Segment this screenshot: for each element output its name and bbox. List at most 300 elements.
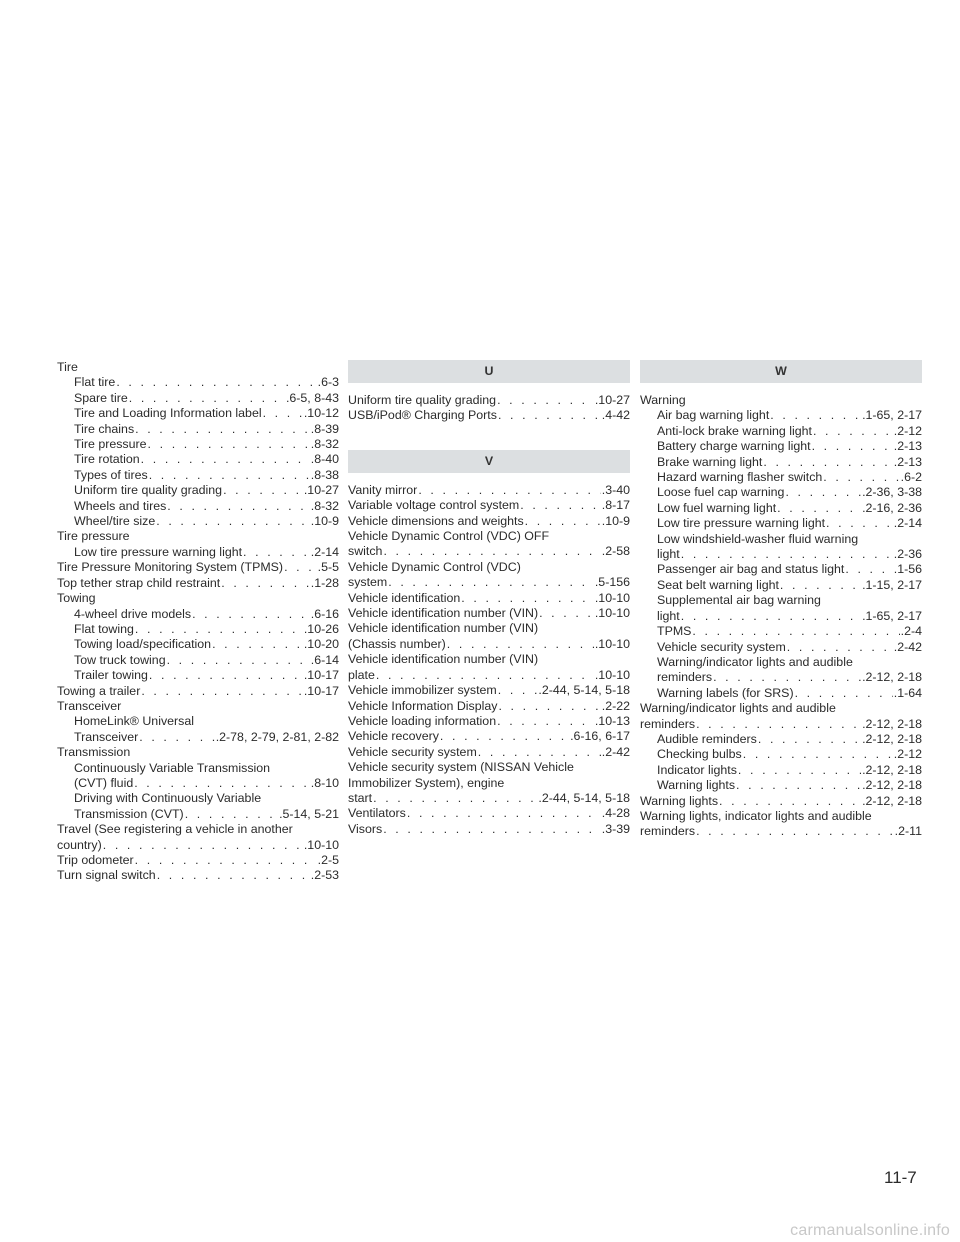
dot-leader xyxy=(696,824,894,839)
entry-page-ref: .2-16, 2-36 xyxy=(862,500,922,515)
entry-term: Tire Pressure Monitoring System (TPMS) xyxy=(57,560,284,575)
index-heading-line: Tire xyxy=(57,360,78,374)
index-entry xyxy=(348,806,630,821)
dot-leader xyxy=(373,791,537,806)
dot-leader xyxy=(376,668,594,683)
dot-leader xyxy=(461,591,594,606)
entry-page-ref: .10-10 xyxy=(303,837,339,852)
entry-term: Trip odometer xyxy=(57,853,134,867)
entry-page-ref: .10-13 xyxy=(594,713,630,728)
entry-page-ref: .5-14, 5-21 xyxy=(279,806,339,821)
index-heading-line: Continuously Variable Transmission xyxy=(74,760,271,775)
entry-term: USB/iPod® Charging Ports xyxy=(348,408,497,423)
index-entry xyxy=(57,468,339,483)
index-entry xyxy=(640,501,922,516)
dot-leader xyxy=(713,670,861,685)
index-heading-line: Transmission xyxy=(57,745,131,760)
dot-leader xyxy=(780,578,861,593)
entry-page-ref: .8-38 xyxy=(310,467,339,482)
entry-term: Types of tires xyxy=(74,467,148,482)
index-entry xyxy=(348,729,630,744)
entry-page-ref: .10-10 xyxy=(594,590,630,605)
dot-leader xyxy=(498,683,538,698)
entry-term: Anti-lock brake warning light xyxy=(657,423,812,438)
dot-leader xyxy=(478,745,601,760)
entry-term: Tire chains xyxy=(74,421,135,436)
index-entry xyxy=(57,545,339,560)
dot-leader xyxy=(823,470,899,485)
dot-leader xyxy=(103,838,303,853)
dot-leader xyxy=(812,439,893,454)
index-entry xyxy=(640,408,922,423)
entry-term: Turn signal switch xyxy=(57,868,156,883)
entry-term: Vehicle security system xyxy=(348,744,477,759)
dot-leader xyxy=(148,437,310,452)
index-heading-line: Vehicle Dynamic Control (VDC) xyxy=(348,559,521,574)
entry-page-ref: .2-44, 5-14, 5-18 xyxy=(538,790,630,805)
index-entry xyxy=(57,637,339,652)
dot-leader xyxy=(785,485,861,500)
entry-term: start xyxy=(348,790,373,805)
entry-page-ref: .8-39 xyxy=(310,421,339,436)
entry-term: Brake warning light xyxy=(657,454,763,469)
entry-page-ref: .2-42 xyxy=(601,744,630,759)
dot-leader xyxy=(738,763,861,778)
index-heading-line: Low windshield-washer fluid warning xyxy=(657,531,859,546)
index-heading-line: Tire pressure xyxy=(57,529,130,544)
index-entry xyxy=(348,683,630,698)
entry-page-ref: .10-26 xyxy=(303,621,339,636)
dot-leader xyxy=(845,562,892,577)
dot-leader xyxy=(692,624,899,639)
index-entry xyxy=(640,516,922,531)
dot-leader xyxy=(777,501,861,516)
dot-leader xyxy=(135,622,303,637)
index-heading-line: Travel (See registering a vehicle in another xyxy=(57,822,293,837)
entry-page-ref: .8-10 xyxy=(310,775,339,790)
index-entry xyxy=(640,624,922,639)
index-column-1 xyxy=(57,360,339,884)
entry-term: Trailer towing xyxy=(74,668,148,683)
entry-term: reminders xyxy=(657,670,713,685)
entry-page-ref: .10-27 xyxy=(303,483,339,498)
index-entry xyxy=(640,439,922,454)
dot-leader xyxy=(212,637,303,652)
dot-leader xyxy=(497,393,594,408)
dot-leader xyxy=(743,747,893,762)
entry-page-ref: .10-12 xyxy=(303,406,339,421)
index-entry xyxy=(57,776,339,791)
entry-term: Tire pressure xyxy=(74,437,147,452)
entry-term: 4-wheel drive models xyxy=(74,606,192,621)
entry-page-ref: .2-11 xyxy=(894,824,922,839)
dot-leader xyxy=(139,730,214,745)
index-entry xyxy=(640,562,922,577)
index-entry xyxy=(57,375,339,390)
entry-page-ref: .2-42 xyxy=(893,639,922,654)
index-entry xyxy=(348,822,630,837)
index-entry xyxy=(57,437,339,452)
entry-page-ref: .10-17 xyxy=(303,668,339,683)
entry-page-ref: .2-12, 2-18 xyxy=(862,778,922,793)
index-entry xyxy=(348,393,630,408)
index-entry xyxy=(640,778,922,793)
index-entry xyxy=(640,747,922,762)
entry-page-ref: .6-2 xyxy=(900,470,922,485)
entry-page-ref: .2-5 xyxy=(317,853,339,867)
index-heading-line: Warning/indicator lights and audible xyxy=(640,701,836,716)
entry-page-ref: .2-53 xyxy=(310,868,339,883)
entry-page-ref: .2-44, 5-14, 5-18 xyxy=(538,683,630,698)
entry-term: Vehicle Information Display xyxy=(348,698,498,713)
entry-term: Vehicle identification xyxy=(348,590,461,605)
index-entry xyxy=(348,668,630,683)
index-entry xyxy=(348,714,630,729)
dot-leader xyxy=(520,498,600,513)
entry-page-ref: .2-13 xyxy=(893,454,922,469)
entry-term: Air bag warning light xyxy=(657,408,770,423)
dot-leader xyxy=(284,560,317,575)
entry-term: Indicator lights xyxy=(657,762,737,777)
dot-leader xyxy=(167,499,309,514)
entry-page-ref: .2-12, 2-18 xyxy=(862,731,922,746)
dot-leader xyxy=(498,699,600,714)
entry-term: light xyxy=(657,547,680,562)
entry-term: Vehicle dimensions and weights xyxy=(348,513,524,528)
entry-term: Loose fuel cap warning xyxy=(657,485,785,500)
dot-leader xyxy=(719,794,861,809)
index-entry xyxy=(640,485,922,500)
entry-page-ref: .2-12 xyxy=(893,423,922,438)
index-entry xyxy=(57,730,339,745)
entry-page-ref: .5-5 xyxy=(317,560,339,575)
index-entry xyxy=(348,408,630,423)
index-entry xyxy=(640,455,922,470)
entry-page-ref: .8-32 xyxy=(310,498,339,513)
entry-page-ref: .10-9 xyxy=(601,513,630,528)
dot-leader xyxy=(221,576,310,591)
dot-leader xyxy=(135,853,317,868)
entry-page-ref: .4-42 xyxy=(601,408,630,423)
index-entry xyxy=(640,547,922,562)
entry-term: reminders xyxy=(640,824,696,839)
index-heading-line: Vehicle identification number (VIN) xyxy=(348,652,539,667)
entry-term: Seat belt warning light xyxy=(657,577,779,592)
entry-page-ref: .2-12, 2-18 xyxy=(862,716,922,731)
entry-term: Flat tire xyxy=(74,375,116,390)
dot-leader xyxy=(185,807,278,822)
index-entry xyxy=(348,637,630,652)
entry-term: Visors xyxy=(348,821,383,836)
dot-leader xyxy=(440,729,569,744)
index-entry xyxy=(640,640,922,655)
entry-term: Vehicle identification number (VIN) xyxy=(348,606,539,621)
entry-term: Tow truck towing xyxy=(74,652,166,667)
entry-term: Passenger air bag and status light xyxy=(657,562,845,577)
entry-term: plate xyxy=(348,667,375,682)
entry-page-ref: .2-12, 2-18 xyxy=(862,793,922,808)
entry-page-ref: .2-58 xyxy=(601,544,630,559)
dot-leader xyxy=(149,668,303,683)
index-entry xyxy=(348,544,630,559)
entry-term: Battery charge warning light xyxy=(657,439,811,454)
dot-leader xyxy=(167,653,310,668)
entry-term: Ventilators xyxy=(348,806,406,821)
entry-term: Uniform tire quality grading xyxy=(348,393,497,407)
entry-term: Flat towing xyxy=(74,621,134,636)
heading-gap xyxy=(640,383,922,393)
entry-page-ref: .2-4 xyxy=(900,624,922,639)
watermark-link[interactable]: carmanualsonline.info xyxy=(790,1222,950,1239)
entry-term: Transceiver xyxy=(74,729,139,744)
dot-leader xyxy=(681,547,893,562)
entry-term: Wheel/tire size xyxy=(74,514,156,529)
dot-leader xyxy=(383,822,601,837)
index-entry xyxy=(57,514,339,529)
dot-leader xyxy=(407,806,601,821)
index-heading-line: Vehicle security system (NISSAN Vehicle xyxy=(348,760,574,775)
entry-term: Towing a trailer xyxy=(57,683,141,698)
index-heading-line: Warning/indicator lights and audible xyxy=(657,654,853,669)
index-entry xyxy=(348,699,630,714)
page-number: 11-7 xyxy=(884,1168,917,1187)
entry-page-ref: .4-28 xyxy=(601,806,630,821)
entry-term: (Chassis number) xyxy=(348,636,446,651)
dot-leader xyxy=(383,544,600,559)
entry-page-ref: .6-16, 6-17 xyxy=(570,729,630,744)
dot-leader xyxy=(758,732,861,747)
dot-leader xyxy=(447,637,594,652)
entry-page-ref: .10-27 xyxy=(594,393,630,407)
index-entry xyxy=(640,609,922,624)
entry-term: Transmission (CVT) xyxy=(74,806,184,821)
dot-leader xyxy=(795,686,893,701)
index-heading-line: HomeLink® Universal xyxy=(74,714,194,729)
entry-page-ref: .1-28 xyxy=(310,575,339,590)
index-entry xyxy=(640,670,922,685)
dot-leader xyxy=(134,776,310,791)
dot-leader xyxy=(813,424,893,439)
entry-term: Uniform tire quality grading xyxy=(74,483,223,498)
dot-leader xyxy=(787,640,893,655)
index-heading-line: Warning lights, indicator lights and audible xyxy=(640,808,872,823)
index-entry xyxy=(57,406,339,421)
entry-page-ref: .10-20 xyxy=(303,637,339,652)
entry-term: Spare tire xyxy=(74,390,128,405)
dot-leader xyxy=(149,468,310,483)
dot-leader xyxy=(116,375,316,390)
index-entry xyxy=(57,684,339,699)
index-entry xyxy=(57,422,339,437)
entry-page-ref: .2-22 xyxy=(601,698,630,713)
entry-term: Low fuel warning light xyxy=(657,500,777,515)
entry-page-ref: .6-5, 8-43 xyxy=(285,390,339,405)
index-entry xyxy=(57,653,339,668)
entry-term: Low tire pressure warning light xyxy=(657,516,826,531)
entry-page-ref: .10-9 xyxy=(310,514,339,529)
entry-page-ref: .6-3 xyxy=(317,375,339,390)
index-heading-line: Towing xyxy=(57,591,96,606)
entry-page-ref: .8-32 xyxy=(310,437,339,452)
dot-leader xyxy=(141,684,303,699)
index-entry xyxy=(640,686,922,701)
entry-page-ref: .2-14 xyxy=(310,544,339,559)
index-entry xyxy=(57,807,339,822)
index-entry xyxy=(640,470,922,485)
entry-term: TPMS xyxy=(657,624,692,639)
dot-leader xyxy=(157,868,310,883)
dot-leader xyxy=(696,717,861,732)
index-entry xyxy=(348,483,630,498)
section-letter-heading: V xyxy=(348,450,630,473)
index-entry xyxy=(348,791,630,806)
index-entry xyxy=(57,868,339,883)
dot-leader xyxy=(192,607,310,622)
index-entry xyxy=(640,578,922,593)
index-entry xyxy=(57,607,339,622)
index-entry xyxy=(57,560,339,575)
entry-term: Vehicle loading information xyxy=(348,713,497,728)
entry-term: Low tire pressure warning light xyxy=(74,544,243,559)
index-heading-line: Warning xyxy=(640,393,686,407)
entry-page-ref: .10-10 xyxy=(594,606,630,621)
index-entry xyxy=(57,838,339,853)
index-entry xyxy=(57,452,339,467)
entry-page-ref: .1-56 xyxy=(893,562,922,577)
entry-term: Checking bulbs xyxy=(657,747,742,762)
entry-page-ref: .10-17 xyxy=(303,683,339,698)
entry-term: Warning lights xyxy=(657,778,736,793)
entry-term: Wheels and tires xyxy=(74,498,167,513)
index-entry xyxy=(348,498,630,513)
dot-leader xyxy=(156,514,309,529)
dot-leader xyxy=(539,606,594,621)
dot-leader xyxy=(263,406,303,421)
dot-leader xyxy=(498,408,601,423)
index-heading-line: Vehicle Dynamic Control (VDC) OFF xyxy=(348,529,550,544)
entry-page-ref: .1-15, 2-17 xyxy=(862,577,922,592)
entry-page-ref: .2-13 xyxy=(893,439,922,454)
index-heading-line: Vehicle identification number (VIN) xyxy=(348,621,539,636)
index-entry xyxy=(57,499,339,514)
entry-page-ref: .10-10 xyxy=(594,636,630,651)
index-column-3 xyxy=(640,360,922,840)
index-entry xyxy=(348,591,630,606)
entry-term: Variable voltage control system xyxy=(348,498,520,513)
entry-page-ref: .2-36 xyxy=(893,547,922,562)
index-entry xyxy=(640,763,922,778)
entry-term: country) xyxy=(57,837,102,852)
dot-leader xyxy=(388,575,594,590)
section-letter-heading: U xyxy=(348,360,630,383)
entry-term: Vehicle immobilizer system xyxy=(348,683,497,698)
dot-leader xyxy=(681,609,861,624)
entry-term: Vehicle security system xyxy=(657,639,786,654)
entry-page-ref: .2-12, 2-18 xyxy=(862,670,922,685)
entry-term: Vanity mirror xyxy=(348,482,418,497)
index-entry xyxy=(348,575,630,590)
index-entry xyxy=(640,424,922,439)
entry-page-ref: .1-65, 2-17 xyxy=(862,408,922,423)
entry-page-ref: .1-65, 2-17 xyxy=(862,608,922,623)
heading-gap xyxy=(348,383,630,393)
index-entry xyxy=(348,745,630,760)
index-heading-line: Supplemental air bag warning xyxy=(657,593,821,608)
index-column-2 xyxy=(348,360,630,837)
entry-term: reminders xyxy=(640,716,696,731)
entry-page-ref: .10-10 xyxy=(594,667,630,682)
dot-leader xyxy=(770,408,861,423)
entry-term: switch xyxy=(348,544,383,559)
index-entry xyxy=(640,717,922,732)
index-entry xyxy=(57,622,339,637)
dot-leader xyxy=(525,514,601,529)
entry-term: Top tether strap child restraint xyxy=(57,575,221,590)
index-entry xyxy=(348,514,630,529)
entry-term: Warning lights xyxy=(640,793,719,808)
entry-page-ref: .8-17 xyxy=(601,498,630,513)
entry-term: Tire and Loading Information label xyxy=(74,406,262,421)
dot-leader xyxy=(141,452,310,467)
entry-page-ref: .2-12 xyxy=(893,747,922,762)
dot-leader xyxy=(223,483,303,498)
dot-leader xyxy=(497,714,594,729)
entry-page-ref: .2-36, 3-38 xyxy=(862,485,922,500)
entry-term: Towing load/specification xyxy=(74,637,212,652)
entry-page-ref: .8-40 xyxy=(310,452,339,467)
section-letter-heading: W xyxy=(640,360,922,383)
dot-leader xyxy=(418,483,600,498)
entry-page-ref: .3-40 xyxy=(601,482,630,497)
dot-leader xyxy=(129,391,285,406)
entry-page-ref: .5-156 xyxy=(594,575,630,590)
index-entry xyxy=(57,576,339,591)
index-entry xyxy=(57,853,339,868)
entry-term: Vehicle recovery xyxy=(348,729,439,744)
dot-leader xyxy=(736,778,861,793)
heading-gap xyxy=(348,473,630,483)
entry-term: system xyxy=(348,575,388,590)
index-entry xyxy=(640,794,922,809)
index-heading-line: Driving with Continuously Variable xyxy=(74,791,262,806)
dot-leader xyxy=(826,516,893,531)
entry-term: Warning labels (for SRS) xyxy=(657,685,794,700)
entry-page-ref: .6-16 xyxy=(310,606,339,621)
entry-page-ref: .6-14 xyxy=(310,652,339,667)
index-entry xyxy=(57,483,339,498)
entry-term: Tire rotation xyxy=(74,452,140,467)
entry-page-ref: .2-78, 2-79, 2-81, 2-82 xyxy=(215,729,339,744)
entry-page-ref: .3-39 xyxy=(601,821,630,836)
dot-leader xyxy=(243,545,310,560)
index-entry xyxy=(640,824,922,839)
section-gap xyxy=(348,424,630,450)
index-entry xyxy=(57,391,339,406)
entry-page-ref: .2-12, 2-18 xyxy=(862,762,922,777)
index-entry xyxy=(348,606,630,621)
index-heading-line: Immobilizer System), engine xyxy=(348,775,505,790)
index-entry xyxy=(640,732,922,747)
index-entry xyxy=(57,668,339,683)
entry-term: Audible reminders xyxy=(657,731,757,746)
dot-leader xyxy=(135,422,310,437)
entry-page-ref: .1-64 xyxy=(893,685,922,700)
entry-term: light xyxy=(657,608,680,623)
index-heading-line: Transceiver xyxy=(57,698,122,713)
dot-leader xyxy=(763,455,892,470)
entry-page-ref: .2-14 xyxy=(893,516,922,531)
entry-term: (CVT) fluid xyxy=(74,775,134,790)
